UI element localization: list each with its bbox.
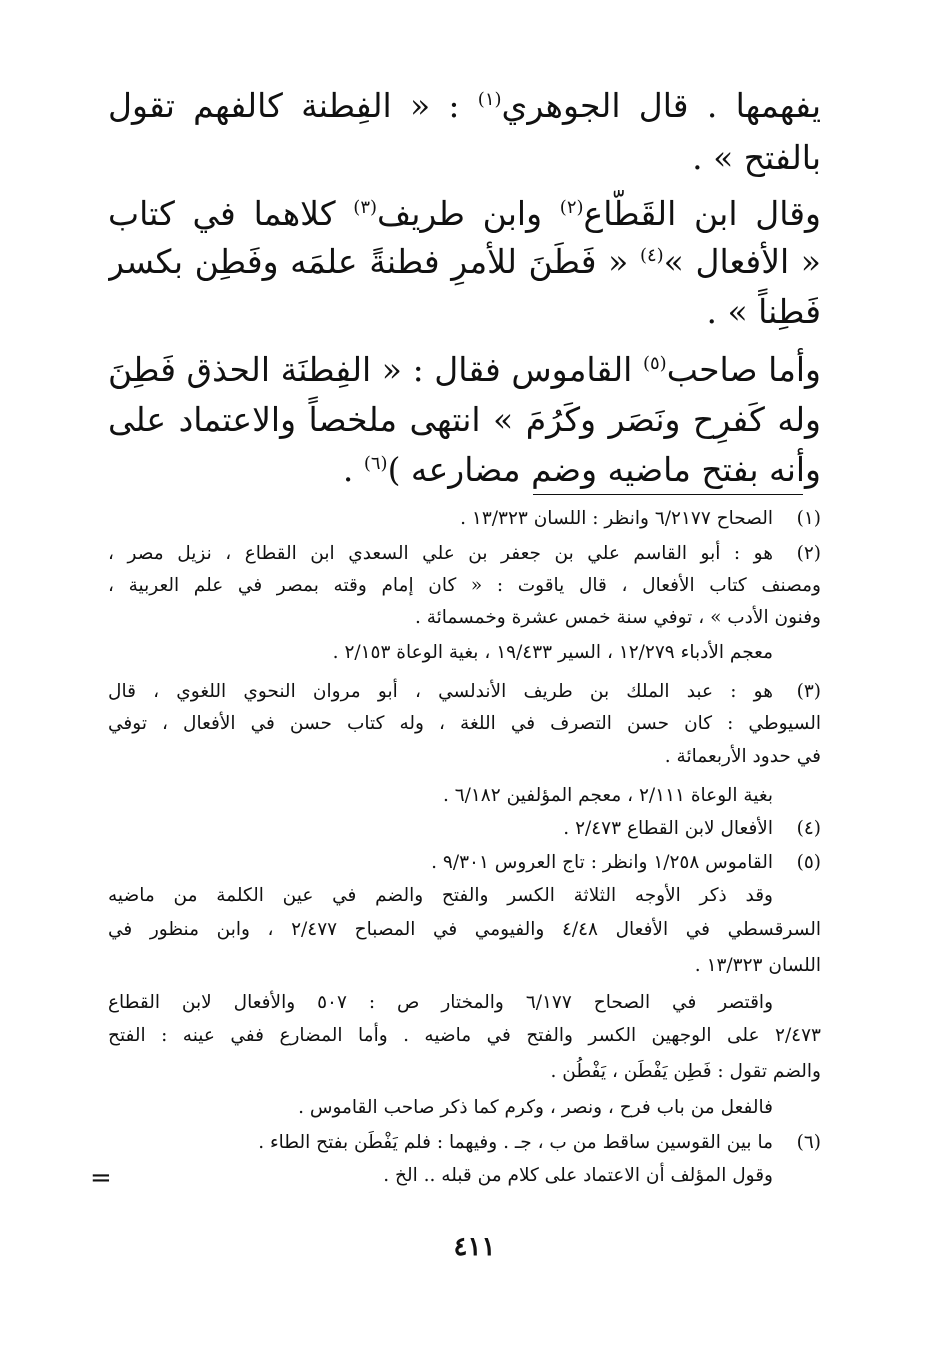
text-run: وأنه بفتح ماضيه وضم مضارعه )	[387, 450, 821, 489]
main-text-line	[108, 190, 821, 238]
footnote-line: السيوطي : كان حسن التصرف في اللغة ، وله كتاب حسن في الأفعال ، توفي	[108, 713, 821, 734]
footnote-text: الصحاح ٦/٢١٧٧ وانظر : اللسان ١٣/٣٢٣ .	[460, 508, 773, 529]
text-run: وأما صاحب	[666, 350, 821, 389]
footnote-number: (٣)	[796, 681, 821, 702]
footnote-ref: (٦)	[363, 453, 388, 474]
footnote-line: معجم الأدباء ١٢/٢٧٩ ، السير ١٩/٤٣٣ ، بغية الوعاة ٢/١٥٣ .	[332, 642, 773, 663]
footnote-ref: (١)	[477, 89, 502, 110]
footnote-number: (٦)	[796, 1132, 821, 1153]
footnote-text: ما بين القوسين ساقط من ب ، جـ . وفيهما : فلم يَفْطَن بفتح الطاء .	[258, 1132, 773, 1153]
footnote-text: القاموس ١/٢٥٨ وانظر : تاج العروس ٩/٣٠١ .	[431, 852, 773, 873]
text-run: القاموس فقال : « الفِطنَة الحذق فَطِنَ	[108, 350, 633, 389]
text-run: « فَطَنَ للأمرِ فطنةً علمَه وفَطِن بكسر	[108, 242, 629, 281]
footnote-line: واقتصر في الصحاح ٦/١٧٧ والمختار ص : ٥٠٧ والأفعال لابن القطاع	[108, 992, 773, 1013]
text-run: « الأفعال »	[663, 242, 821, 281]
main-text-line	[108, 82, 821, 130]
text-run: وقال ابن القَطَّاع	[583, 194, 821, 233]
page-number: ٤١١	[453, 1232, 496, 1262]
text-run: يفهمها . قال الجوهري	[501, 86, 821, 125]
footnote-number: (١)	[796, 508, 821, 529]
main-text-line: فَطِناً » .	[706, 292, 821, 331]
footnote-line: وفنون الأدب » ، توفي سنة خمس عشرة وخمسمائة .	[414, 607, 821, 628]
footnote-ref: (٤)	[639, 245, 664, 266]
footnote-ref: (٢)	[559, 197, 584, 218]
footnote-line: السرقسطي في الأفعال ٤/٤٨ والفيومي في المصباح ٢/٤٧٧ ، وابن منظور في	[108, 919, 821, 940]
text-run: .	[342, 450, 364, 489]
footnote-line: فالفعل من باب فرح ، ونصر ، وكرم كما ذكر صاحب القاموس .	[298, 1097, 773, 1118]
footnote-line: والضم تقول : فَطِن يَفْطَن ، يَفْطُن .	[550, 1061, 821, 1082]
footnote-text: الأفعال لابن القطاع ٢/٤٧٣ .	[563, 818, 773, 839]
main-text-line: وله كَفرِح ونَصَر وكَرُمَ » انتهى ملخصاً والاعتماد على	[108, 400, 821, 439]
footnote-text: هو : أبو القاسم علي بن جعفر بن علي السعدي ابن القطاع ، نزيل مصر ،	[108, 543, 773, 564]
footnote-ref: (٥)	[642, 353, 667, 374]
main-text-line	[108, 446, 821, 494]
footnote-separator	[533, 494, 803, 495]
footnote-text: هو : عبد الملك بن طريف الأندلسي ، أبو مروان النحوي اللغوي ، قال	[108, 681, 773, 702]
footnote-line: وقد ذكر الأوجه الثلاثة الكسر والفتح والضم في عين الكلمة من ماضيه	[108, 885, 773, 906]
footnote-line: وقول المؤلف أن الاعتماد على كلام من قبله .. الخ .	[383, 1165, 773, 1186]
footnote-line: في حدود الأربعمائة .	[664, 746, 821, 767]
text-run: كلاهما في كتاب	[108, 194, 354, 233]
footnote-line: بغية الوعاة ٢/١١١ ، معجم المؤلفين ٦/١٨٢ .	[442, 785, 773, 806]
main-text-line	[108, 238, 821, 286]
footnote-line: ومصنف كتاب الأفعال ، قال ياقوت : « كان إمام وقته بمصر في علم العربية ،	[108, 575, 821, 596]
footnote-number: (٤)	[796, 818, 821, 839]
main-text-line	[108, 346, 821, 394]
main-text-line: بالفتح » .	[692, 138, 821, 177]
footnote-number: (٢)	[796, 543, 821, 564]
footnote-line: اللسان ١٣/٣٢٣ .	[694, 955, 821, 976]
text-run: : « الفِطنة كالفهم تقول	[108, 86, 460, 125]
continuation-mark: =	[90, 1163, 112, 1193]
text-run: وابن طريف	[377, 194, 560, 233]
footnote-number: (٥)	[796, 852, 821, 873]
footnote-line: ٢/٤٧٣ على الوجهين الكسر والفتح في ماضيه . وأما المضارع ففي عينه : الفتح	[108, 1025, 821, 1046]
footnote-ref: (٣)	[353, 197, 378, 218]
